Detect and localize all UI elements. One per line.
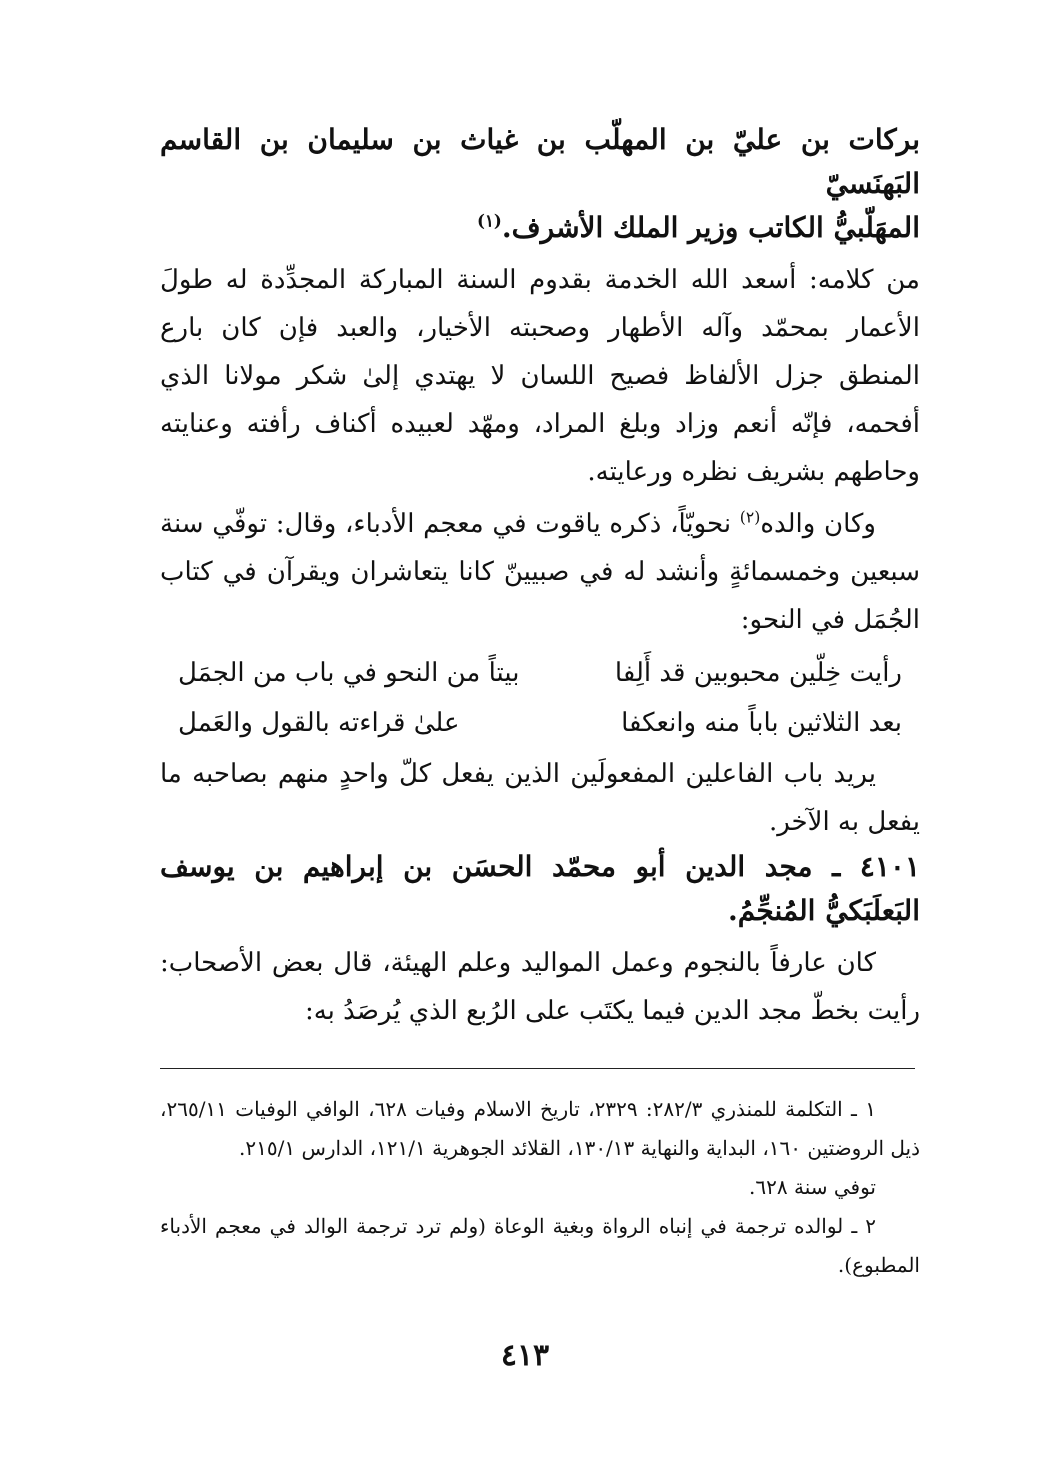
verse-line bbox=[160, 648, 920, 698]
footnote-divider bbox=[160, 1068, 915, 1069]
heading-line-2: المهَلّبيُّ الكاتب وزير الملك الأشرف.$^{(١)}$ bbox=[476, 210, 920, 244]
heading-line-1: بركات بن عليّ بن المهلّب بن غياث بن سليمان بن القاسم البَهنَسيّ bbox=[160, 123, 920, 200]
verse-hemistich-first: بعد الثلاثين باباً منه وانعكفا bbox=[621, 708, 902, 738]
entry-heading-continued bbox=[160, 118, 920, 250]
verse-hemistich-second: علىٰ قراءته بالقول والعَمل bbox=[178, 708, 460, 738]
paragraph-father: وكان والده$^{(٢)}$ نحويّاً، ذكره ياقوت في معجم الأدباء، وقال: توفّي سنة سبعين وخمسمائةٍ وأنشد له في صبيينّ كانا يتعاشران ويقرآن في كتاب الجُمَل في النحو: bbox=[160, 508, 920, 635]
footnote-1: ١ ـ التكلمة للمنذري ٢٨٢/٣: ٢٣٢٩، تاريخ الاسلام وفيات ٦٢٨، الوافي الوفيات ٢٦٥/١١، ذيل الروضتين ١٦٠، البداية والنهاية ١٣٠/١٣، القلائد الجوهرية ١٢١/١، الدارس ٢١٥/١. bbox=[160, 1097, 920, 1160]
footnote-marker-1[interactable]: (١) bbox=[476, 210, 502, 231]
verse-hemistich-first: رأيت خِلّين محبوبين قد أَلِفا bbox=[614, 658, 902, 688]
verse-line bbox=[160, 698, 920, 748]
footnote-marker-2[interactable]: (٢) bbox=[739, 508, 761, 527]
footnotes bbox=[160, 1090, 920, 1285]
entry-continued bbox=[160, 118, 920, 846]
page-number: ٤١٣ bbox=[500, 1338, 550, 1373]
footnote-2: ٢ ـ لوالده ترجمة في إنباه الرواة وبغية الوعاة (ولم ترد ترجمة الوالد في معجم الأدباء المطبوع). bbox=[160, 1214, 920, 1277]
entry-heading: ٤١٠١ ـ مجد الدين أبو محمّد الحسَن بن إبراهيم بن يوسف البَعلَبَكيُّ المُنجِّمُ. bbox=[160, 850, 920, 927]
paragraph-quote: من كلامه: أسعد الله الخدمة بقدوم السنة المباركة المجدِّدة له طولَ الأعمار بمحمّد وآله الأطهار وصحبته الأخيار، والعبد فإن كان بارع المنطق جزل الألفاظ فصيح اللسان لا يهتدي إلىٰ شكر مولانا الذي أفحمه، فإنّه أنعم وزاد وبلغ المراد، ومهّد لعبيده أكناف رأفته وعنايته وحاطهم بشريف نظره ورعايته. bbox=[160, 265, 920, 487]
footnote-1-continued: توفي سنة ٦٢٨. bbox=[749, 1175, 876, 1199]
verse-hemistich-second: بيتاً من النحو في باب من الجمَل bbox=[178, 658, 520, 688]
paragraph-entry-4101: كان عارفاً بالنجوم وعمل المواليد وعلم الهيئة، قال بعض الأصحاب: رأيت بخطّ مجد الدين فيما يكتَب على الرُبع الذي يُرصَدُ به: bbox=[160, 948, 920, 1026]
entry-4101 bbox=[160, 845, 920, 1035]
paragraph-explanation: يريد باب الفاعلين المفعولَين الذين يفعل كلّ واحدٍ منهم بصاحبه ما يفعل به الآخر. bbox=[160, 759, 920, 837]
